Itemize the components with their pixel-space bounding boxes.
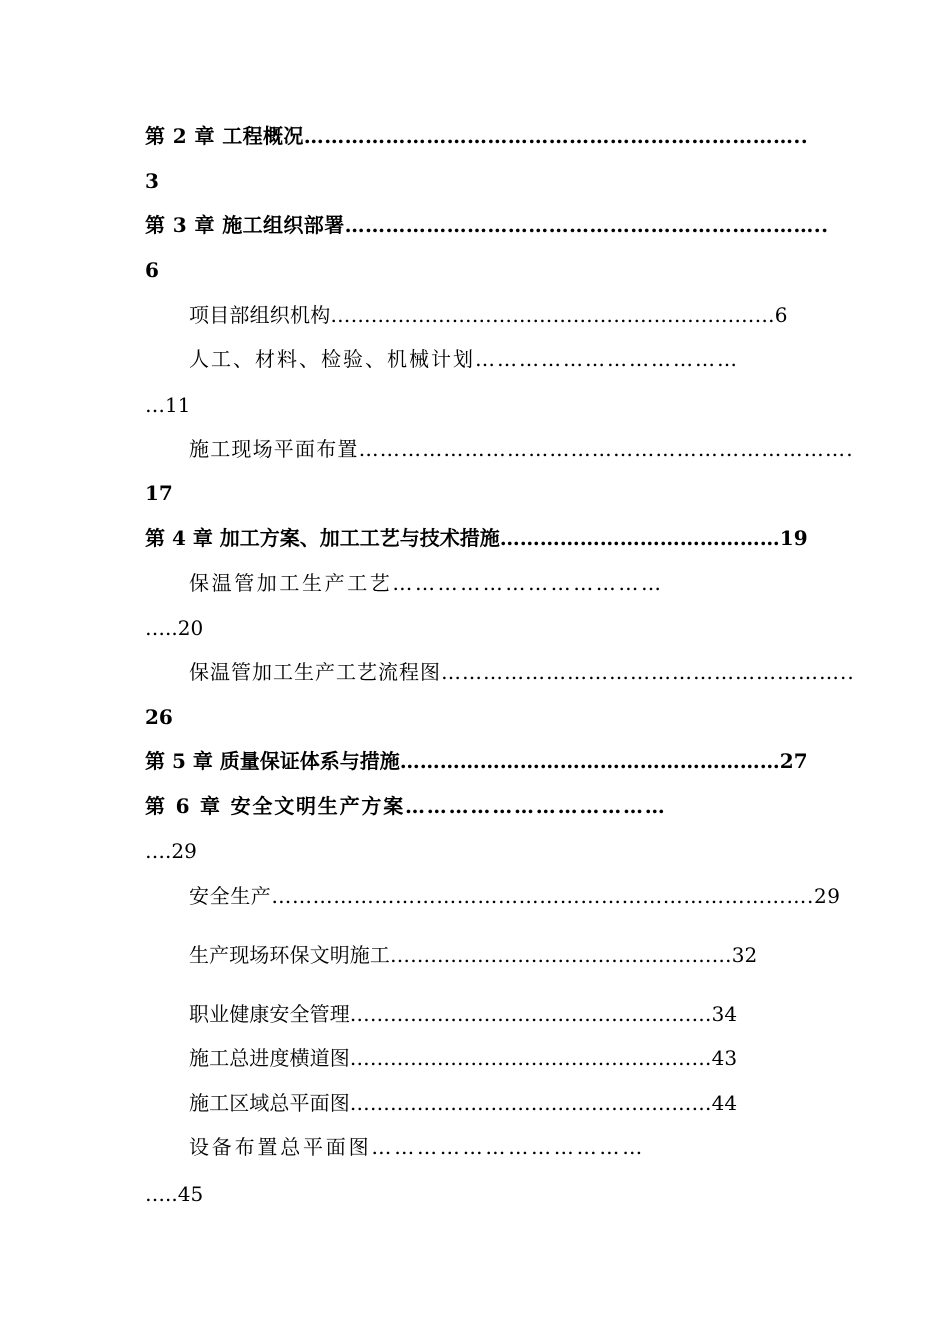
toc-chapter-2[interactable]: 第 2 章 工程概况……………………………………………………………….. (145, 124, 809, 148)
toc-chapter-6[interactable]: 第 6 章 安全文明生产方案……………………………… (145, 794, 667, 818)
toc-item-process-page: …..20 (145, 616, 204, 640)
toc-chapter-6-page: ….29 (145, 839, 197, 863)
toc-item-env[interactable]: 生产现场环保文明施工……………………………………………32 (189, 943, 758, 967)
toc-item-safety[interactable]: 安全生产…………………………………………………………………….29 (189, 884, 841, 908)
toc-item-org[interactable]: 项目部组织机构…………………………………………………………6 (189, 303, 788, 327)
toc-chapter-4[interactable]: 第 4 章 加工方案、加工工艺与技术措施……………………………………19 (145, 526, 808, 550)
toc-item-site-page: 17 (145, 481, 173, 505)
toc-chapter-2-page: 3 (145, 169, 159, 193)
toc-item-flow-page: 26 (145, 705, 173, 729)
toc-chapter-3-page: 6 (145, 258, 159, 282)
toc-item-health[interactable]: 职业健康安全管理………………………………………………34 (189, 1002, 738, 1026)
toc-item-plan-page: …11 (145, 393, 191, 417)
toc-item-area[interactable]: 施工区域总平面图………………………………………………44 (189, 1091, 738, 1115)
toc-item-process[interactable]: 保温管加工生产工艺……………………………… (189, 571, 664, 595)
toc-item-site[interactable]: 施工现场平面布置……………………………………………………………. (189, 437, 854, 461)
toc-item-equip[interactable]: 设备布置总平面图……………………………… (189, 1135, 645, 1159)
toc-item-equip-page: …..45 (145, 1182, 204, 1206)
toc-chapter-5[interactable]: 第 5 章 质量保证体系与措施…………………………………………………27 (145, 749, 808, 773)
toc-item-plan[interactable]: 人工、材料、检验、机械计划……………………………… (189, 347, 739, 371)
toc-chapter-3[interactable]: 第 3 章 施工组织部署…………………………………………………………….. (145, 213, 829, 237)
toc-item-schedule[interactable]: 施工总进度横道图………………………………………………43 (189, 1046, 738, 1070)
toc-item-flow[interactable]: 保温管加工生产工艺流程图………………………………………………….. (189, 660, 855, 684)
